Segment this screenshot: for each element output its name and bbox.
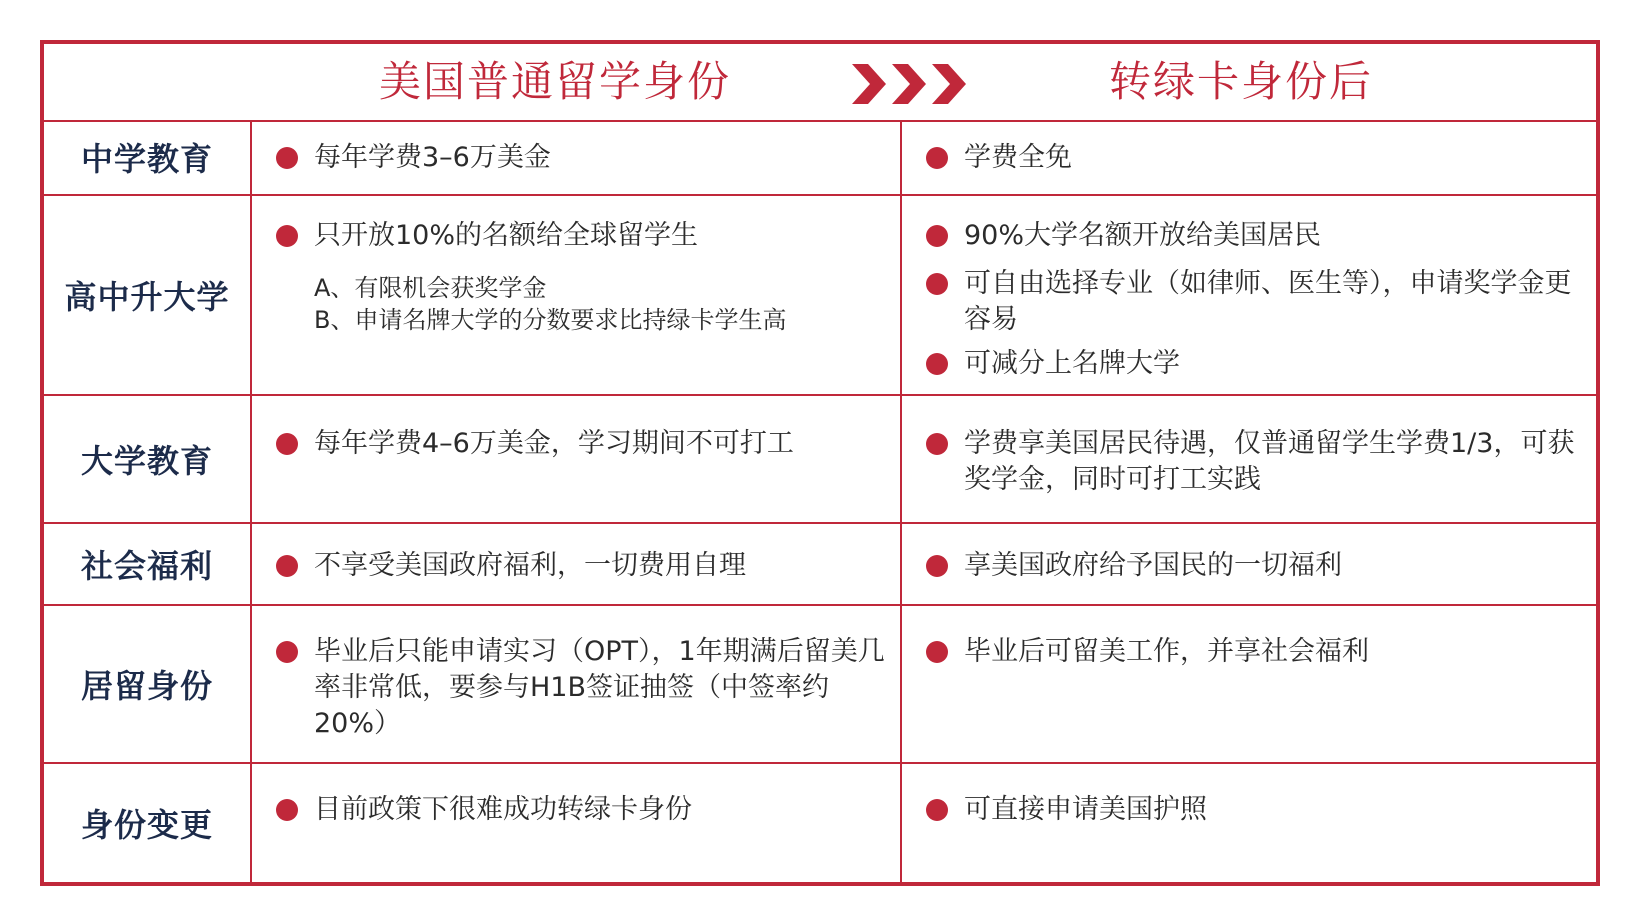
green-card-cell	[902, 120, 1596, 194]
list-item	[276, 218, 886, 254]
green-card-cell	[902, 196, 1596, 394]
student-status-cell	[252, 764, 902, 882]
bullet-dot-icon	[276, 641, 298, 663]
header-title-green-card-status: 转绿卡身份后	[1109, 57, 1374, 106]
list-item	[926, 346, 1582, 382]
list-item	[926, 140, 1582, 176]
bullet-dot-icon	[926, 353, 948, 375]
bullet-text: 可自由选择专业（如律师、医生等），申请奖学金更容易	[964, 268, 1572, 335]
bullet-dot-icon	[276, 147, 298, 169]
bullet-dot-icon	[276, 225, 298, 247]
bullet-text: 毕业后可留美工作，并享社会福利	[964, 636, 1369, 667]
list-item	[926, 218, 1582, 254]
green-card-cell	[902, 606, 1596, 762]
sub-item: B、申请名牌大学的分数要求比持绿卡学生高	[314, 306, 787, 334]
bullet-text: 毕业后只能申请实习（OPT），1年期满后留美几率非常低，要参与H1B签证抽签（中签率约20%）	[314, 636, 885, 739]
bullet-text: 学费全免	[964, 142, 1072, 173]
comparison-table	[40, 40, 1600, 886]
table-row	[44, 120, 1596, 196]
list-item	[276, 548, 886, 584]
bullet-text: 可直接申请美国护照	[964, 794, 1207, 825]
list-item	[926, 266, 1582, 338]
green-card-cell	[902, 396, 1596, 522]
bullet-dot-icon	[276, 555, 298, 577]
green-card-cell	[902, 764, 1596, 882]
bullet-dot-icon	[926, 225, 948, 247]
table-row	[44, 764, 1596, 882]
bullet-text: 90%大学名额开放给美国居民	[964, 220, 1322, 251]
bullet-text: 享美国政府给予国民的一切福利	[964, 550, 1342, 581]
table-row	[44, 524, 1596, 606]
list-item	[276, 426, 886, 462]
sub-item: A、有限机会获奖学金	[314, 274, 547, 302]
bullet-text: 学费享美国居民待遇，仅普通留学生学费1/3，可获奖学金，同时可打工实践	[964, 428, 1575, 495]
student-status-cell	[252, 196, 902, 394]
bullet-dot-icon	[926, 641, 948, 663]
bullet-dot-icon	[926, 147, 948, 169]
list-item	[276, 792, 886, 828]
green-card-cell	[902, 524, 1596, 604]
row-category: 居留身份	[44, 606, 252, 762]
row-category: 高中升大学	[44, 196, 252, 394]
bullet-text: 每年学费3–6万美金	[314, 142, 551, 173]
student-status-cell	[252, 606, 902, 762]
bullet-text: 每年学费4–6万美金，学习期间不可打工	[314, 428, 794, 459]
row-category: 中学教育	[44, 120, 252, 194]
list-item	[276, 140, 886, 176]
bullet-text: 可减分上名牌大学	[964, 348, 1180, 379]
bullet-text: 只开放10%的名额给全球留学生	[314, 220, 699, 251]
table-row	[44, 396, 1596, 524]
list-item	[276, 634, 886, 742]
list-item	[926, 426, 1582, 498]
student-status-cell	[252, 524, 902, 604]
table-row	[44, 196, 1596, 396]
bullet-dot-icon	[926, 273, 948, 295]
list-item	[926, 548, 1582, 584]
row-category: 身份变更	[44, 764, 252, 882]
table-header	[44, 44, 1596, 122]
row-category: 大学教育	[44, 396, 252, 522]
bullet-dot-icon	[926, 799, 948, 821]
triple-chevron-right-icon	[852, 64, 970, 104]
row-category: 社会福利	[44, 524, 252, 604]
bullet-dot-icon	[926, 555, 948, 577]
bullet-dot-icon	[276, 433, 298, 455]
bullet-dot-icon	[276, 799, 298, 821]
list-item	[926, 792, 1582, 828]
header-title-student-status: 美国普通留学身份	[379, 57, 732, 106]
bullet-text: 不享受美国政府福利，一切费用自理	[314, 550, 746, 581]
bullet-text: 目前政策下很难成功转绿卡身份	[314, 794, 692, 825]
list-item	[926, 634, 1582, 670]
student-status-cell	[252, 396, 902, 522]
table-row	[44, 606, 1596, 764]
student-status-cell	[252, 120, 902, 194]
bullet-dot-icon	[926, 433, 948, 455]
